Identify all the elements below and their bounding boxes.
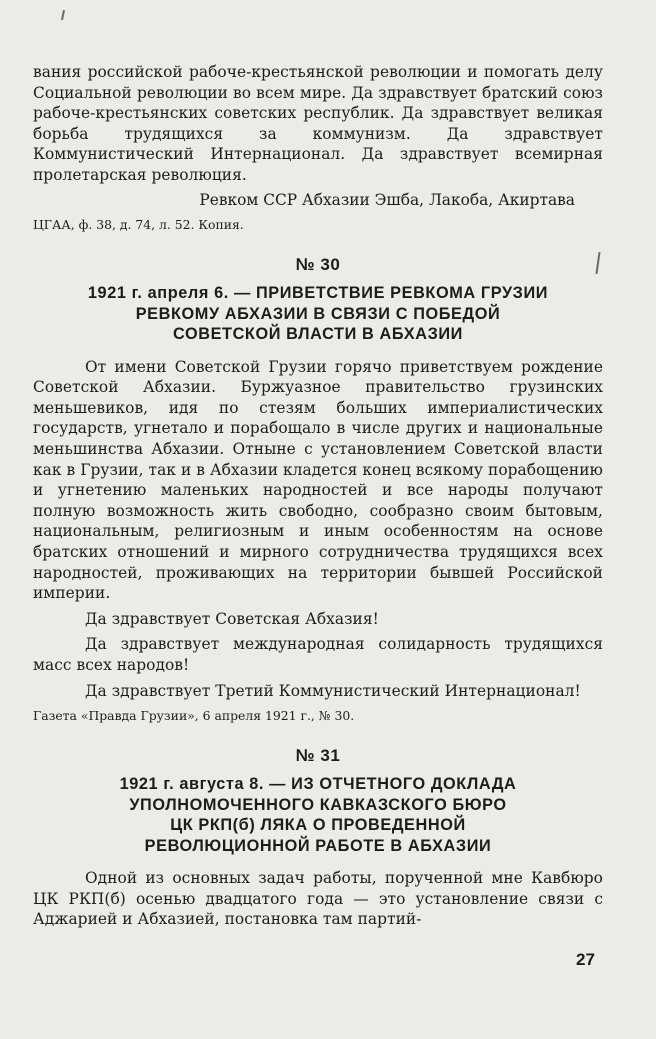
heading-line: РЕВКОМУ АБХАЗИИ В СВЯЗИ С ПОБЕДОЙ: [135, 304, 501, 323]
body-paragraph: Да здравствует Третий Коммунистический Интернационал!: [85, 681, 581, 700]
heading-line: ЦК РКП(б) ЛЯКА О ПРОВЕДЕННОЙ: [170, 816, 466, 835]
heading-line: 1921 г. августа 8. — ИЗ ОТЧЕТНОГО ДОКЛАДА: [119, 775, 517, 794]
heading-line: 1921 г. апреля 6. — ПРИВЕТСТВИЕ РЕВКОМА ГРУЗИИ: [87, 284, 549, 303]
archive-source: ЦГАА, ф. 38, д. 74, л. 52. Копия.: [33, 217, 244, 233]
document-page: [33, 62, 603, 930]
newspaper-source: Газета «Правда Грузии», 6 апреля 1921 г., № 30.: [33, 708, 355, 724]
document-heading-31: [33, 774, 603, 856]
document-number-31: № 31: [295, 746, 341, 766]
heading-line: РЕВОЛЮЦИОННОЙ РАБОТЕ В АБХАЗИИ: [144, 836, 492, 855]
continuation-paragraph: вания российской рабоче-крестьянской революции и помогать делу Социальной революции во всем мире. Да здравствует братский союз рабоче-крестьянских советских республик. Да здравствует великая борьба трудящихся за коммунизм. Да здравствует Коммунистический Интернационал. Да здравствует всемирная пролетарская революция.: [33, 63, 603, 184]
ink-mark-top: [61, 10, 65, 20]
body-paragraph: Да здравствует международная солидарность трудящихся масс всех народов!: [33, 635, 603, 674]
body-paragraph: От имени Советской Грузии горячо приветствуем рождение Советской Абхазии. Буржуазное правительство грузинских меньшевиков, идя по стезям больших империалистических государств, угнетало и порабощало в числе других и национальные меньшинства Абхазии. Отныне с установлением Советской власти как в Грузии, так и в Абхазии кладется конец всякому порабощению и угнетению маленьких народностей и все народы получают полную возможность жить свободно, сообразно своим бытовым, национальным, религиозным и иным особенностям на основе братских отношений и мирного сотрудничества трудящихся всех народностей, проживающих на территории бывшей Российской империи.: [33, 357, 603, 603]
signature-line: Ревком ССР Абхазии Эшба, Лакоба, Акиртава: [199, 190, 575, 209]
body-paragraph: Одной из основных задач работы, порученной мне Кавбюро ЦК РКП(б) осенью двадцатого года — это установление связи с Аджарией и Абхазией, постановка там партий-: [33, 869, 603, 929]
heading-line: УПОЛНОМОЧЕННОГО КАВКАЗСКОГО БЮРО: [129, 795, 507, 814]
document-number-30: № 30: [295, 255, 341, 275]
page-number: 27: [576, 950, 595, 969]
body-paragraph: Да здравствует Советская Абхазия!: [85, 609, 379, 628]
heading-line: СОВЕТСКОЙ ВЛАСТИ В АБХАЗИИ: [173, 325, 463, 344]
document-heading-30: [33, 283, 603, 345]
